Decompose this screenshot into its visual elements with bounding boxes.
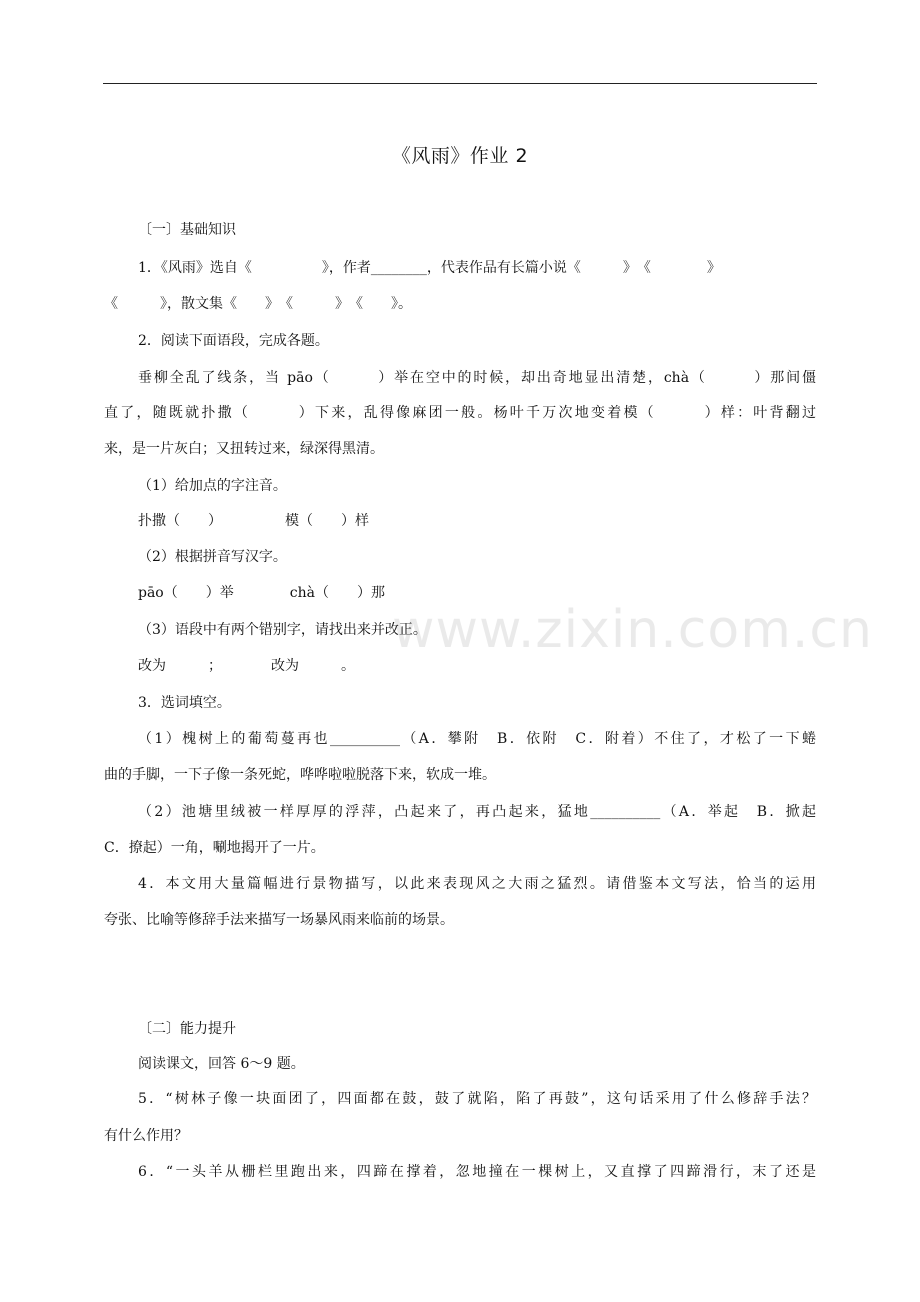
q2-sub1: （1）给加点的字注音。 <box>138 478 287 494</box>
q2-sub3-answer: 改为 ； 改为 。 <box>138 658 355 674</box>
q2-para-line1: 垂柳全乱了线条，当 pāo（ ）举在空中的时候，却出奇地显出清楚，chà（ ）那间僵 <box>138 370 816 386</box>
q3-sub1-line2: 曲的手脚，一下子像一条死蛇，哗哗啦啦脱落下来，软成一堆。 <box>104 767 496 783</box>
q1-line2: 《 》，散文集《 》 《 》 《 》。 <box>104 296 412 312</box>
s2-intro: 阅读课文，回答 6～9 题。 <box>138 1056 305 1072</box>
q1-line1: 1．《风雨》选自《 》，作者________，代表作品有长篇小说《 》 《 》 <box>138 260 721 276</box>
q2-para-line3: 来，是一片灰白；又扭转过来，绿深得黑清。 <box>104 441 384 457</box>
watermark-text: www.zixin.com.cn <box>392 600 873 660</box>
q6-line1: 6．“一头羊从栅栏里跑出来，四蹄在撑着，忽地撞在一棵树上，又直撑了四蹄滑行，末了还是 <box>138 1164 816 1180</box>
q2-sub3: （3）语段中有两个错别字，请找出来并改正。 <box>138 622 427 638</box>
q5-line2: 有什么作用？ <box>104 1128 188 1144</box>
q2-sub1-answer: 扑撒（ ） 模（ ）样 <box>138 513 369 529</box>
q3-sub2-line1: （2）池塘里绒被一样厚厚的浮萍，凸起来了，再凸起来，猛地__________（A．举起 B．掀起 <box>138 804 816 820</box>
q3-sub1-line1: （1）槐树上的葡萄蔓再也__________（A．攀附 B．依附 C．附着）不住了，才松了一下蜷 <box>138 731 816 747</box>
q3-line1: 3．选词填空。 <box>138 695 231 711</box>
q2-para-line2: 直了，随既就扑撒（ ）下来，乱得像麻团一般。杨叶千万次地变着模（ ）样：叶背翻过 <box>104 405 816 421</box>
header-rule <box>103 83 817 84</box>
q4-line2: 夸张、比喻等修辞手法来描写一场暴风雨来临前的场景。 <box>104 912 454 928</box>
s2-heading: 〔二〕能力提升 <box>138 1021 236 1037</box>
q3-sub2-line2: C．撩起）一角，唰地揭开了一片。 <box>104 840 325 856</box>
page-title: 《风雨》作业 2 <box>391 145 529 167</box>
s1-heading: 〔一〕基础知识 <box>138 222 236 238</box>
q2-sub2: （2）根据拼音写汉字。 <box>138 549 287 565</box>
q5-line1: 5．“树林子像一块面团了，四面都在鼓，鼓了就陷，陷了再鼓”，这句话采用了什么修辞手法？ <box>138 1091 816 1107</box>
q2-sub2-answer: pāo（ ）举 chà（ ）那 <box>138 585 385 601</box>
q4-line1: 4．本文用大量篇幅进行景物描写，以此来表现风之大雨之猛烈。请借鉴本文写法，恰当的运用 <box>138 876 816 892</box>
q2-line1: 2．阅读下面语段，完成各题。 <box>138 333 329 349</box>
